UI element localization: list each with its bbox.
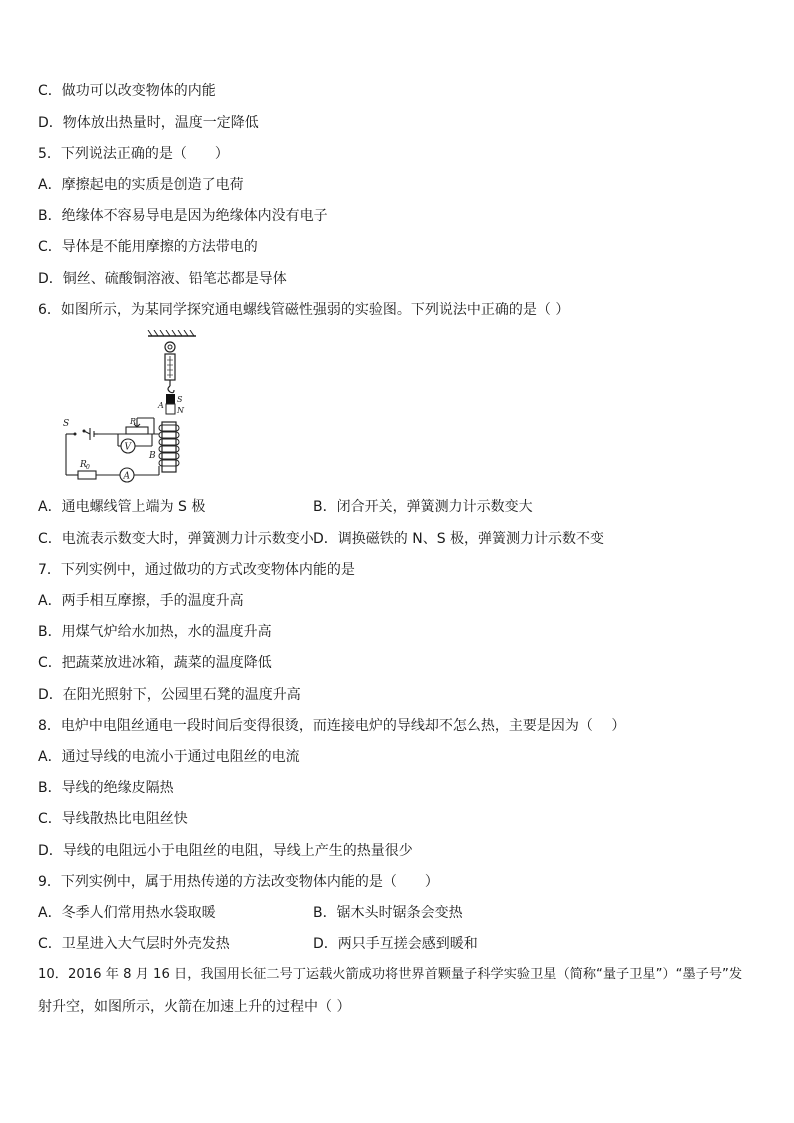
q10-stem-line2: 射升空，如图所示，火箭在加速上升的过程中（ ）	[38, 999, 351, 1015]
magnet-label-a: A	[158, 401, 164, 410]
q9-option-a: A．冬季人们常用热水袋取暖	[38, 905, 216, 921]
q4-option-c: C．做功可以改变物体的内能	[38, 83, 216, 99]
resistor-r0-label: R	[80, 460, 87, 470]
q7-option-d: D．在阳光照射下，公园里石凳的温度升高	[38, 687, 301, 703]
q7-stem: 7．下列实例中，通过做功的方式改变物体内能的是	[38, 562, 355, 578]
resistor-r0-subscript: 0	[86, 464, 90, 471]
q10-stem-line1: 10．2016 年 8 月 16 日，我国用长征二号丁运载火箭成功将世界首颗量子科学实验卫星（简称“量子卫星”）“墨子号”发	[38, 967, 743, 982]
q5-stem: 5．下列说法正确的是（ ）	[38, 146, 229, 162]
q5-option-b: B．绝缘体不容易导电是因为绝缘体内没有电子	[38, 208, 328, 224]
q6-circuit-figure	[60, 330, 200, 490]
q7-option-a: A．两手相互摩擦，手的温度升高	[38, 593, 244, 609]
q6-option-b: B．闭合开关，弹簧测力计示数变大	[313, 499, 533, 515]
q8-stem: 8．电炉中电阻丝通电一段时间后变得很烫，而连接电炉的导线却不怎么热，主要是因为（ ）	[38, 718, 626, 734]
q9-option-d: D．两只手互搓会感到暖和	[313, 936, 478, 952]
q8-option-b: B．导线的绝缘皮隔热	[38, 780, 174, 796]
q6-option-d: D．调换磁铁的 N、S 极，弹簧测力计示数不变	[313, 531, 605, 547]
circuit-diagram	[60, 330, 200, 490]
spring-scale	[165, 342, 175, 393]
q7-option-c: C．把蔬菜放进冰箱，蔬菜的温度降低	[38, 655, 272, 671]
q7-option-b: B．用煤气炉给水加热，水的温度升高	[38, 624, 272, 640]
switch-label-s: S	[63, 419, 70, 429]
q4-option-d: D．物体放出热量时，温度一定降低	[38, 115, 259, 131]
q9-option-c: C．卫星进入大气层时外壳发热	[38, 936, 230, 952]
q8-option-a: A．通过导线的电流小于通过电阻丝的电流	[38, 749, 300, 765]
q6-option-c: C．电流表示数变大时，弹簧测力计示数变小	[38, 531, 314, 547]
magnet-label-s: S	[177, 395, 183, 404]
q8-option-c: C．导线散热比电阻丝快	[38, 811, 188, 827]
voltmeter-label: V	[124, 442, 131, 453]
q6-option-a: A．通电螺线管上端为 S 极	[38, 499, 206, 515]
q9-option-b: B．锯木头时锯条会变热	[313, 905, 463, 921]
q9-stem: 9．下列实例中，属于用热传递的方法改变物体内能的是（ ）	[38, 874, 439, 890]
solenoid-label-b: B	[149, 451, 156, 461]
q6-stem: 6．如图所示，为某同学探究通电螺线管磁性强弱的实验图。下列说法中正确的是（ ）	[38, 302, 570, 318]
rheostat-label-r: R	[130, 417, 137, 426]
solenoid	[148, 422, 179, 472]
q8-option-d: D．导线的电阻远小于电阻丝的电阻，导线上产生的热量很少	[38, 843, 413, 859]
voltmeter-icon	[121, 439, 135, 453]
ammeter-icon	[120, 468, 134, 482]
q5-option-d: D．铜丝、硫酸铜溶液、铅笔芯都是导体	[38, 271, 287, 287]
ammeter-label: A	[123, 471, 130, 482]
magnet-label-n: N	[177, 406, 184, 415]
q5-option-c: C．导体是不能用摩擦的方法带电的	[38, 239, 258, 255]
bar-magnet	[157, 394, 185, 415]
q5-option-a: A．摩擦起电的实质是创造了电荷	[38, 177, 244, 193]
